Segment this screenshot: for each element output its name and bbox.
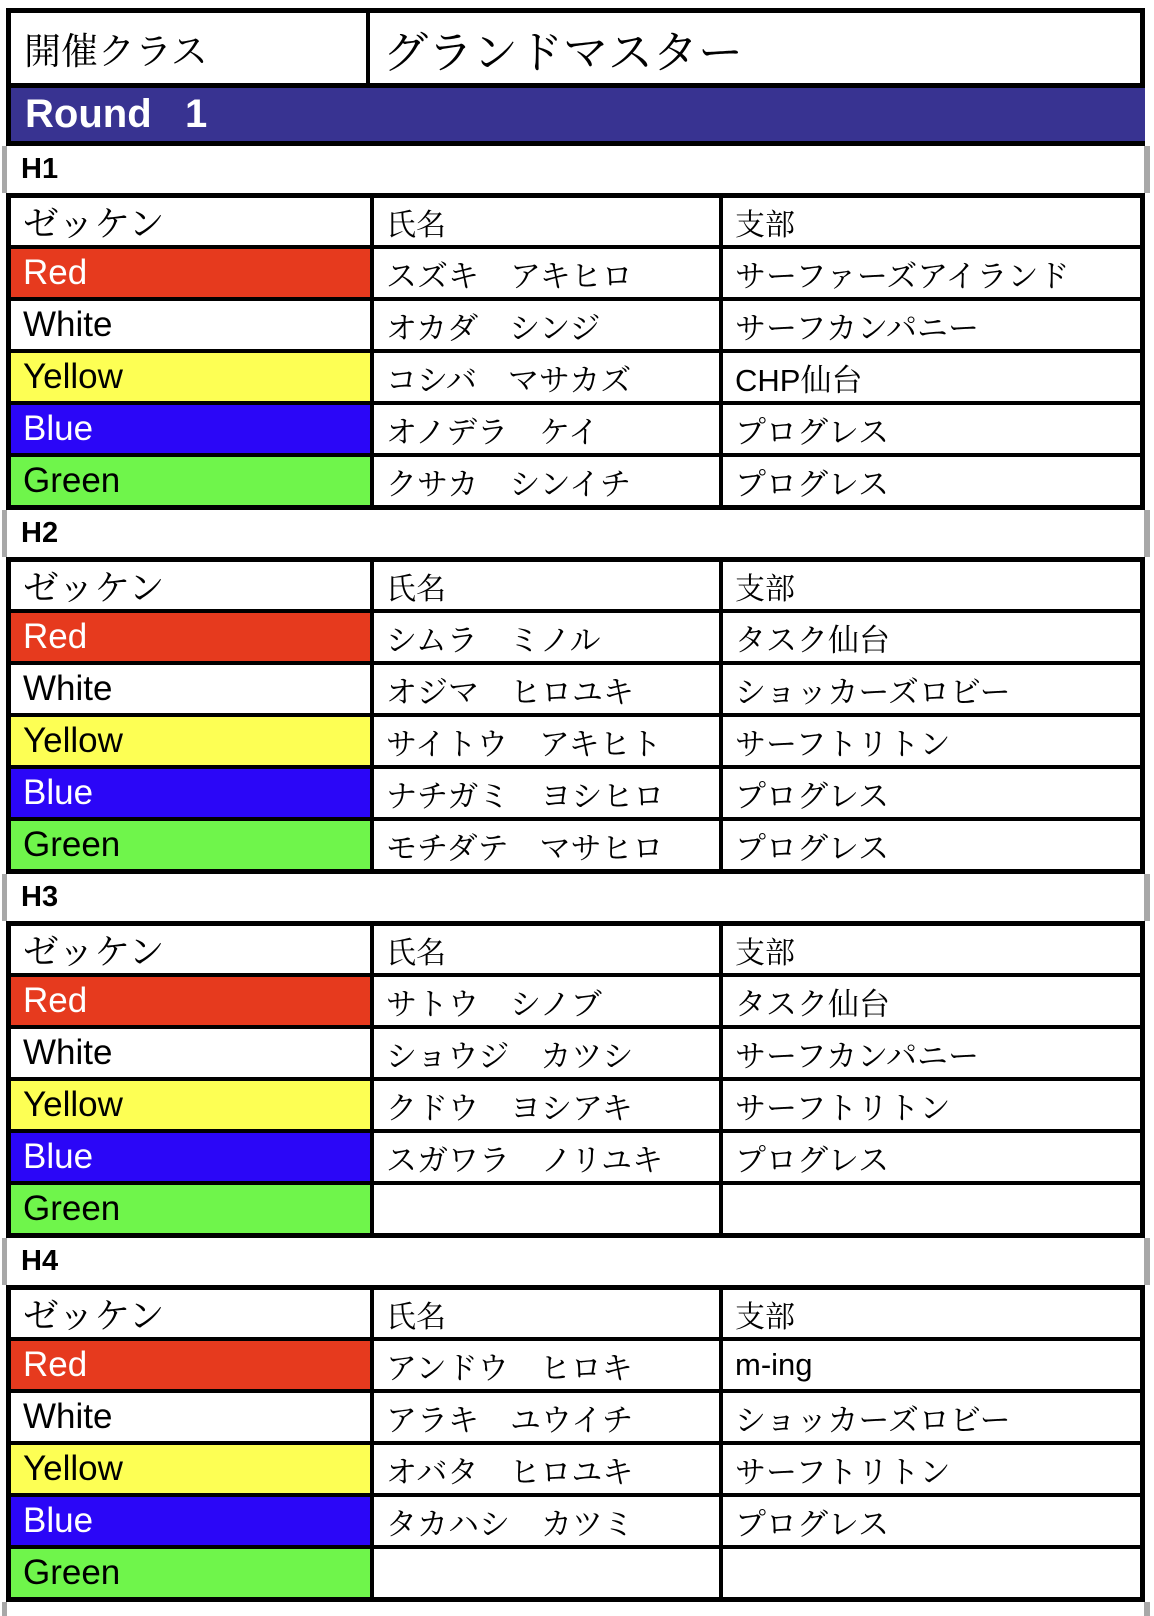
heat-row <box>11 1389 1140 1441</box>
competitor-name-cell: オノデラ ケイ <box>370 405 719 453</box>
bib-color-cell: Red <box>11 249 370 297</box>
competitor-name-cell: オバタ ヒロユキ <box>370 1445 719 1493</box>
competitor-name-cell: モチダテ マサヒロ <box>370 821 719 869</box>
branch-cell <box>719 1185 1140 1233</box>
competitor-name-cell: スズキ アキヒロ <box>370 249 719 297</box>
branch-cell: m-ing <box>719 1341 1140 1389</box>
heat-row <box>11 1441 1140 1493</box>
competitor-name-cell: シムラ ミノル <box>370 613 719 661</box>
class-value: グランドマスター <box>383 26 744 78</box>
column-header-name: 氏名 <box>370 562 719 609</box>
branch-cell: サーフトリトン <box>719 1081 1140 1129</box>
bib-color-cell: Yellow <box>11 717 370 765</box>
heat-row <box>11 1337 1140 1389</box>
branch-cell: サーフカンパニー <box>719 301 1140 349</box>
competitor-name-cell: アラキ ユウイチ <box>370 1393 719 1441</box>
heat-table <box>6 193 1145 510</box>
competitor-name-cell <box>370 1549 719 1597</box>
branch-cell: タスク仙台 <box>719 977 1140 1025</box>
competitor-name-cell: ナチガミ ヨシヒロ <box>370 769 719 817</box>
bottom-strip <box>2 1602 1150 1616</box>
branch-cell: プログレス <box>719 821 1140 869</box>
competitor-name-cell: クドウ ヨシアキ <box>370 1081 719 1129</box>
branch-cell: プログレス <box>719 1133 1140 1181</box>
heat-row <box>11 401 1140 453</box>
bib-color-cell: Green <box>11 821 370 869</box>
heat-table-header-row <box>11 926 1140 973</box>
branch-cell: プログレス <box>719 769 1140 817</box>
competitor-name-cell: サトウ シノブ <box>370 977 719 1025</box>
branch-cell: サーファーズアイランド <box>719 249 1140 297</box>
branch-cell <box>719 1549 1140 1597</box>
branch-cell: サーフトリトン <box>719 717 1140 765</box>
heat-label-row <box>2 1238 1150 1285</box>
branch-cell: プログレス <box>719 1497 1140 1545</box>
branch-cell: ショッカーズロビー <box>719 665 1140 713</box>
heat-label: H3 <box>21 881 59 913</box>
heat-label-row <box>2 146 1150 193</box>
bib-color-cell: Blue <box>11 769 370 817</box>
heat-label: H1 <box>21 153 59 185</box>
heat-table <box>6 921 1145 1238</box>
column-header-bib: ゼッケン <box>23 567 165 608</box>
column-header-branch: 支部 <box>719 926 1140 973</box>
heat-row <box>11 713 1140 765</box>
heat-label: H2 <box>21 517 59 549</box>
heat-label-row <box>2 510 1150 557</box>
column-header-branch: 支部 <box>719 1290 1140 1337</box>
heat-row <box>11 1025 1140 1077</box>
branch-cell: プログレス <box>719 405 1140 453</box>
heat-row <box>11 973 1140 1025</box>
bib-color-cell: Green <box>11 457 370 505</box>
heat-row <box>11 349 1140 401</box>
heat-section <box>0 874 1154 1238</box>
competitor-name-cell: オジマ ヒロユキ <box>370 665 719 713</box>
heat-section <box>0 510 1154 874</box>
bib-color-cell: White <box>11 301 370 349</box>
heat-row <box>11 297 1140 349</box>
round-banner <box>6 88 1145 146</box>
competitor-name-cell <box>370 1185 719 1233</box>
heat-row <box>11 453 1140 505</box>
bib-color-cell: Yellow <box>11 1081 370 1129</box>
bib-color-cell: Blue <box>11 405 370 453</box>
bib-color-cell: Yellow <box>11 1445 370 1493</box>
bib-color-cell: Blue <box>11 1133 370 1181</box>
heat-row <box>11 609 1140 661</box>
column-header-bib: ゼッケン <box>23 931 165 972</box>
competitor-name-cell: クサカ シンイチ <box>370 457 719 505</box>
heat-row <box>11 765 1140 817</box>
heat-row <box>11 245 1140 297</box>
bib-color-cell: Red <box>11 977 370 1025</box>
branch-cell: CHP仙台 <box>719 353 1140 401</box>
competitor-name-cell: サイトウ アキヒト <box>370 717 719 765</box>
bib-color-cell: Green <box>11 1185 370 1233</box>
bib-color-cell: White <box>11 1393 370 1441</box>
competitor-name-cell: スガワラ ノリユキ <box>370 1133 719 1181</box>
bib-color-cell: White <box>11 665 370 713</box>
heat-table <box>6 1285 1145 1602</box>
class-header-table <box>6 8 1145 88</box>
column-header-branch: 支部 <box>719 198 1140 245</box>
branch-cell: ショッカーズロビー <box>719 1393 1140 1441</box>
heat-row <box>11 1545 1140 1597</box>
heats-container <box>0 146 1154 1602</box>
column-header-bib: ゼッケン <box>23 203 165 244</box>
bib-color-cell: Yellow <box>11 353 370 401</box>
round-title: Round 1 <box>25 92 208 136</box>
column-header-name: 氏名 <box>370 198 719 245</box>
bib-color-cell: White <box>11 1029 370 1077</box>
heat-section <box>0 146 1154 510</box>
column-header-name: 氏名 <box>370 1290 719 1337</box>
branch-cell: タスク仙台 <box>719 613 1140 661</box>
heat-row <box>11 817 1140 869</box>
column-header-bib: ゼッケン <box>23 1295 165 1336</box>
heat-section <box>0 1238 1154 1602</box>
bib-color-cell: Red <box>11 1341 370 1389</box>
branch-cell: サーフトリトン <box>719 1445 1140 1493</box>
bib-color-cell: Green <box>11 1549 370 1597</box>
heat-row <box>11 1077 1140 1129</box>
competitor-name-cell: タカハシ カツミ <box>370 1497 719 1545</box>
heat-table-header-row <box>11 198 1140 245</box>
heat-row <box>11 1181 1140 1233</box>
heat-label: H4 <box>21 1245 59 1277</box>
class-label: 開催クラス <box>11 13 370 83</box>
heat-label-row <box>2 874 1150 921</box>
bib-color-cell: Blue <box>11 1497 370 1545</box>
heat-table-header-row <box>11 562 1140 609</box>
competitor-name-cell: コシバ マサカズ <box>370 353 719 401</box>
branch-cell: サーフカンパニー <box>719 1029 1140 1077</box>
heat-table <box>6 557 1145 874</box>
column-header-name: 氏名 <box>370 926 719 973</box>
heat-row <box>11 1129 1140 1181</box>
heat-table-header-row <box>11 1290 1140 1337</box>
heat-row <box>11 661 1140 713</box>
column-header-branch: 支部 <box>719 562 1140 609</box>
branch-cell: プログレス <box>719 457 1140 505</box>
competitor-name-cell: ショウジ カツシ <box>370 1029 719 1077</box>
heat-row <box>11 1493 1140 1545</box>
competitor-name-cell: アンドウ ヒロキ <box>370 1341 719 1389</box>
bib-color-cell: Red <box>11 613 370 661</box>
competitor-name-cell: オカダ シンジ <box>370 301 719 349</box>
